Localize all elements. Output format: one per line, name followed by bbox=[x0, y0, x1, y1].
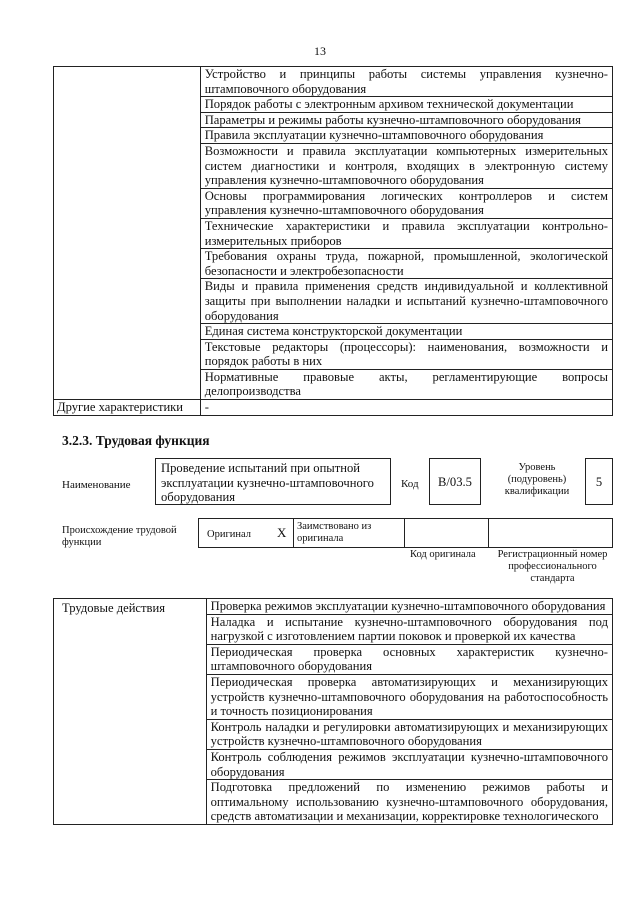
knowledge-item: Возможности и правила эксплуатации компьютерных измерительных систем диагностики и контроля, входящих в электронную систему управления кузнечно-штамповочного оборудования bbox=[200, 143, 612, 188]
labor-action-item: Периодическая проверка основных характеристик кузнечно-штамповочного оборудования bbox=[207, 644, 612, 674]
knowledge-row bbox=[54, 67, 613, 97]
level-label: Уровень (подуровень) квалификации bbox=[504, 462, 570, 497]
knowledge-item: Единая система конструкторской документации bbox=[200, 324, 612, 340]
knowledge-item: Текстовые редакторы (процессоры): наименования, возможности и порядок работы в них bbox=[200, 339, 612, 369]
knowledge-item: Виды и правила применения средств индивидуальной и коллективной защиты при выполнении наладки и испытаний кузнечно-штамповочного оборудования bbox=[200, 279, 612, 324]
reg-number-box bbox=[488, 518, 613, 548]
name-label: Наименование bbox=[62, 479, 131, 491]
labor-actions-label: Трудовые действия bbox=[54, 599, 207, 825]
other-characteristics-row bbox=[54, 400, 613, 416]
labor-action-item: Наладка и испытание кузнечно-штамповочного оборудования под нагрузкой с изготовлением партии поковок и проверкой их качества bbox=[207, 614, 612, 644]
labor-action-item: Периодическая проверка автоматизирующих и механизирующих устройств кузнечно-штамповочного оборудования на работоспособность и точность позиционирования bbox=[207, 674, 612, 719]
code-box: B/03.5 bbox=[429, 458, 481, 505]
knowledge-item: Основы программирования логических контроллеров и систем управления кузнечно-штамповочного оборудования bbox=[200, 188, 612, 218]
knowledge-table bbox=[53, 66, 613, 416]
labor-actions-list bbox=[207, 599, 612, 824]
level-box: 5 bbox=[585, 458, 613, 505]
other-characteristics-label: Другие характеристики bbox=[54, 400, 201, 416]
origin-label: Происхождение трудовой функции bbox=[62, 525, 177, 548]
knowledge-item: Технические характеристики и правила эксплуатации контрольно-измерительных приборов bbox=[200, 218, 612, 248]
knowledge-label-cell bbox=[54, 67, 201, 400]
labor-actions-table bbox=[53, 598, 613, 825]
labor-actions-cell bbox=[206, 599, 612, 825]
code-label: Код bbox=[401, 478, 419, 490]
original-box bbox=[198, 518, 294, 548]
borrowed-box bbox=[293, 518, 405, 548]
knowledge-item: Нормативные правовые акты, регламентирующие вопросы делопроизводства bbox=[200, 369, 612, 399]
labor-action-item: Проверка режимов эксплуатации кузнечно-штамповочного оборудования bbox=[210, 599, 606, 613]
code-original-label: Код оригинала bbox=[410, 549, 476, 560]
code-original-box bbox=[404, 518, 489, 548]
knowledge-item: Порядок работы с электронным архивом технической документации bbox=[200, 97, 612, 113]
other-characteristics-value: - bbox=[200, 400, 612, 416]
borrowed-label: Заимствовано из оригинала bbox=[297, 521, 372, 544]
knowledge-item: Требования охраны труда, пожарной, промышленной, экологической безопасности и электробезопасности bbox=[200, 249, 612, 279]
knowledge-item: Устройство и принципы работы системы управления кузнечно-штамповочного оборудования bbox=[200, 67, 612, 97]
knowledge-item: Правила эксплуатации кузнечно-штамповочного оборудования bbox=[200, 128, 612, 144]
function-name-box: Проведение испытаний при опытной эксплуатации кузнечно-штамповочного оборудования bbox=[155, 458, 391, 505]
reg-number-label: Регистрационный номер профессионального стандарта bbox=[497, 549, 608, 584]
knowledge-item: Параметры и режимы работы кузнечно-штамповочного оборудования bbox=[200, 112, 612, 128]
original-label: Оригинал bbox=[207, 529, 251, 540]
labor-action-item: Подготовка предложений по изменению режимов работы и оптимальному использованию кузнечно-штамповочного оборудования, средств автоматизации и механизации, корректировке технологического bbox=[207, 779, 612, 824]
section-title: 3.2.3. Трудовая функция bbox=[62, 433, 210, 448]
original-mark: X bbox=[277, 525, 287, 540]
labor-action-item: Контроль соблюдения режимов эксплуатации кузнечно-штамповочного оборудования bbox=[207, 749, 612, 779]
knowledge-table-body bbox=[54, 67, 613, 416]
labor-action-item: Контроль наладки и регулировки автоматизирующих и механизирующих устройств кузнечно-штамповочного оборудования bbox=[207, 719, 612, 749]
page-number: 13 bbox=[314, 44, 326, 58]
